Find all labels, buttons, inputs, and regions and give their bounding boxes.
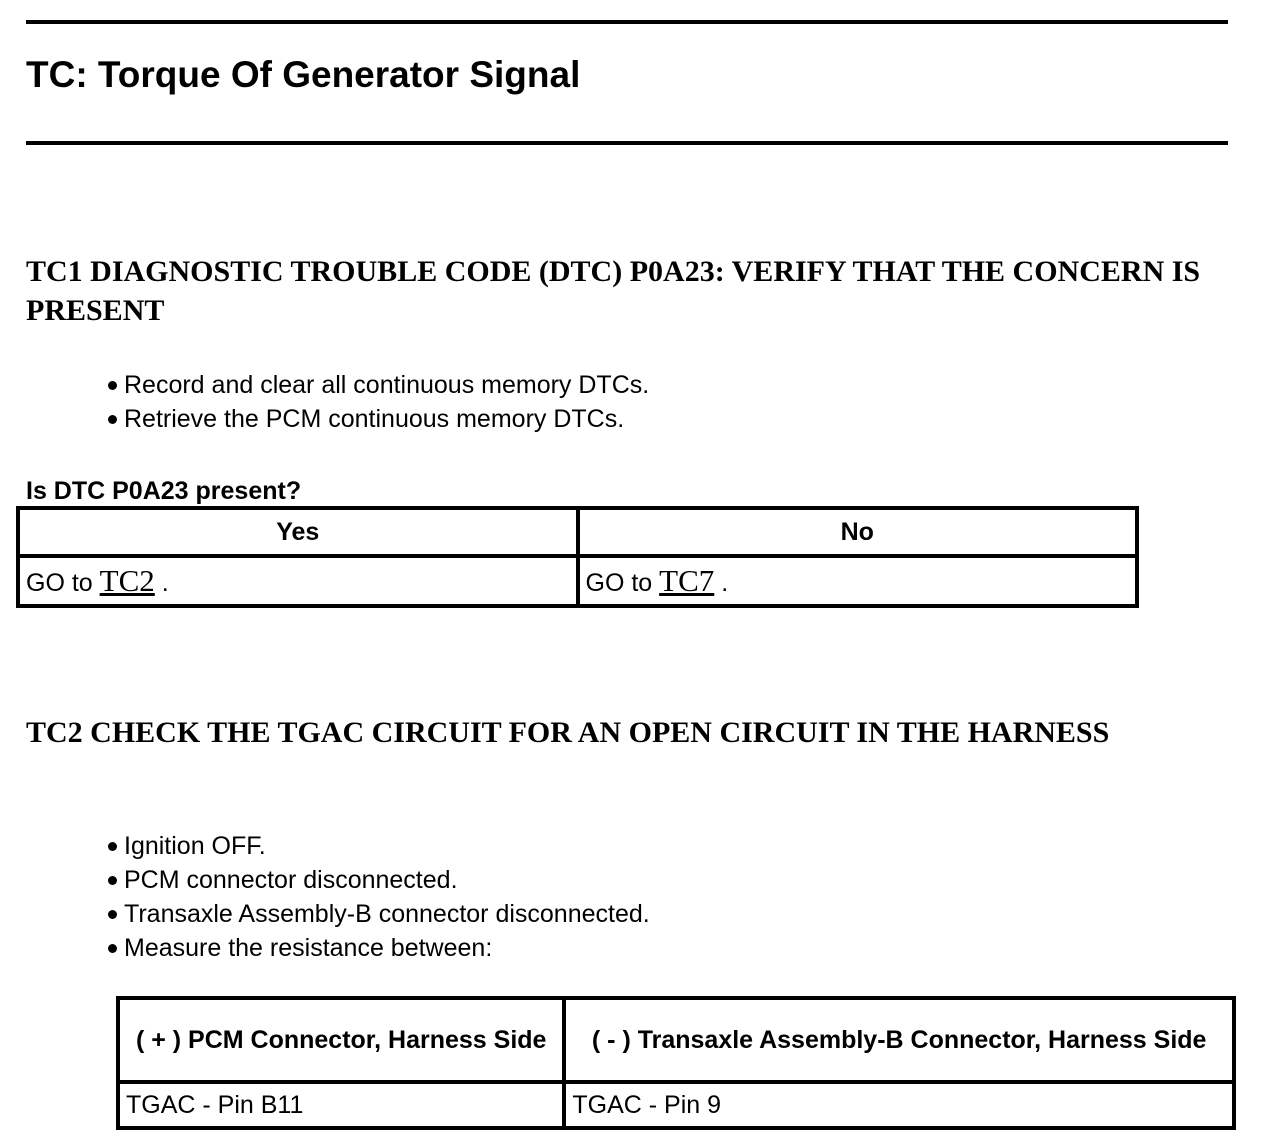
header-transaxle-connector: ( - ) Transaxle Assembly-B Connector, Harness Side <box>564 998 1234 1082</box>
step-tc1-bullets <box>108 368 649 436</box>
bullet-text: Ignition OFF. <box>124 832 266 860</box>
no-period: . <box>721 569 729 597</box>
bullet-icon <box>108 381 117 390</box>
bullet-text: PCM connector disconnected. <box>124 866 458 894</box>
tc2-link[interactable]: TC2 <box>99 563 155 598</box>
header-yes: Yes <box>18 508 578 556</box>
bullet-icon <box>108 910 117 919</box>
table-row <box>18 556 1137 606</box>
step-tc2-bullets <box>108 829 650 965</box>
bullet-item <box>108 829 650 863</box>
bullet-icon <box>108 415 117 424</box>
bullet-icon <box>108 876 117 885</box>
header-pcm-connector: ( + ) PCM Connector, Harness Side <box>118 998 564 1082</box>
bullet-text: Record and clear all continuous memory DTCs. <box>124 371 650 399</box>
header-no: No <box>578 508 1138 556</box>
bullet-icon <box>108 842 117 851</box>
transaxle-pin-cell: TGAC - Pin 9 <box>564 1082 1234 1128</box>
step-tc2-heading: TC2 CHECK THE TGAC CIRCUIT FOR AN OPEN CIRCUIT IN THE HARNESS <box>26 716 1110 749</box>
yes-period: . <box>161 569 169 597</box>
step-tc1-heading: TC1 DIAGNOSTIC TROUBLE CODE (DTC) P0A23: VERIFY THAT THE CONCERN IS PRESENT <box>26 255 1201 327</box>
step-tc1-decision-table <box>16 506 1139 608</box>
bullet-item <box>108 863 650 897</box>
step-tc1-question: Is DTC P0A23 present? <box>26 477 302 505</box>
bullet-item <box>108 897 650 931</box>
bullet-text: Measure the resistance between: <box>124 934 493 962</box>
title-rule <box>26 141 1228 145</box>
table-header-row <box>18 508 1137 556</box>
bullet-item <box>108 368 649 402</box>
no-go-to-text: GO to <box>585 569 653 597</box>
bullet-text: Retrieve the PCM continuous memory DTCs. <box>124 405 625 433</box>
pcm-pin-cell: TGAC - Pin B11 <box>118 1082 564 1128</box>
table-header-row <box>118 998 1234 1082</box>
step-tc2-measurement-table <box>116 996 1236 1130</box>
yes-cell <box>18 556 578 606</box>
top-rule <box>26 20 1228 24</box>
bullet-item <box>108 402 649 436</box>
yes-go-to-text: GO to <box>26 569 93 597</box>
no-cell <box>578 556 1138 606</box>
page-title: TC: Torque Of Generator Signal <box>26 54 581 95</box>
bullet-icon <box>108 944 117 953</box>
bullet-item <box>108 931 650 965</box>
tc7-link[interactable]: TC7 <box>659 563 715 598</box>
bullet-text: Transaxle Assembly-B connector disconnected. <box>124 900 650 928</box>
table-row <box>118 1082 1234 1128</box>
